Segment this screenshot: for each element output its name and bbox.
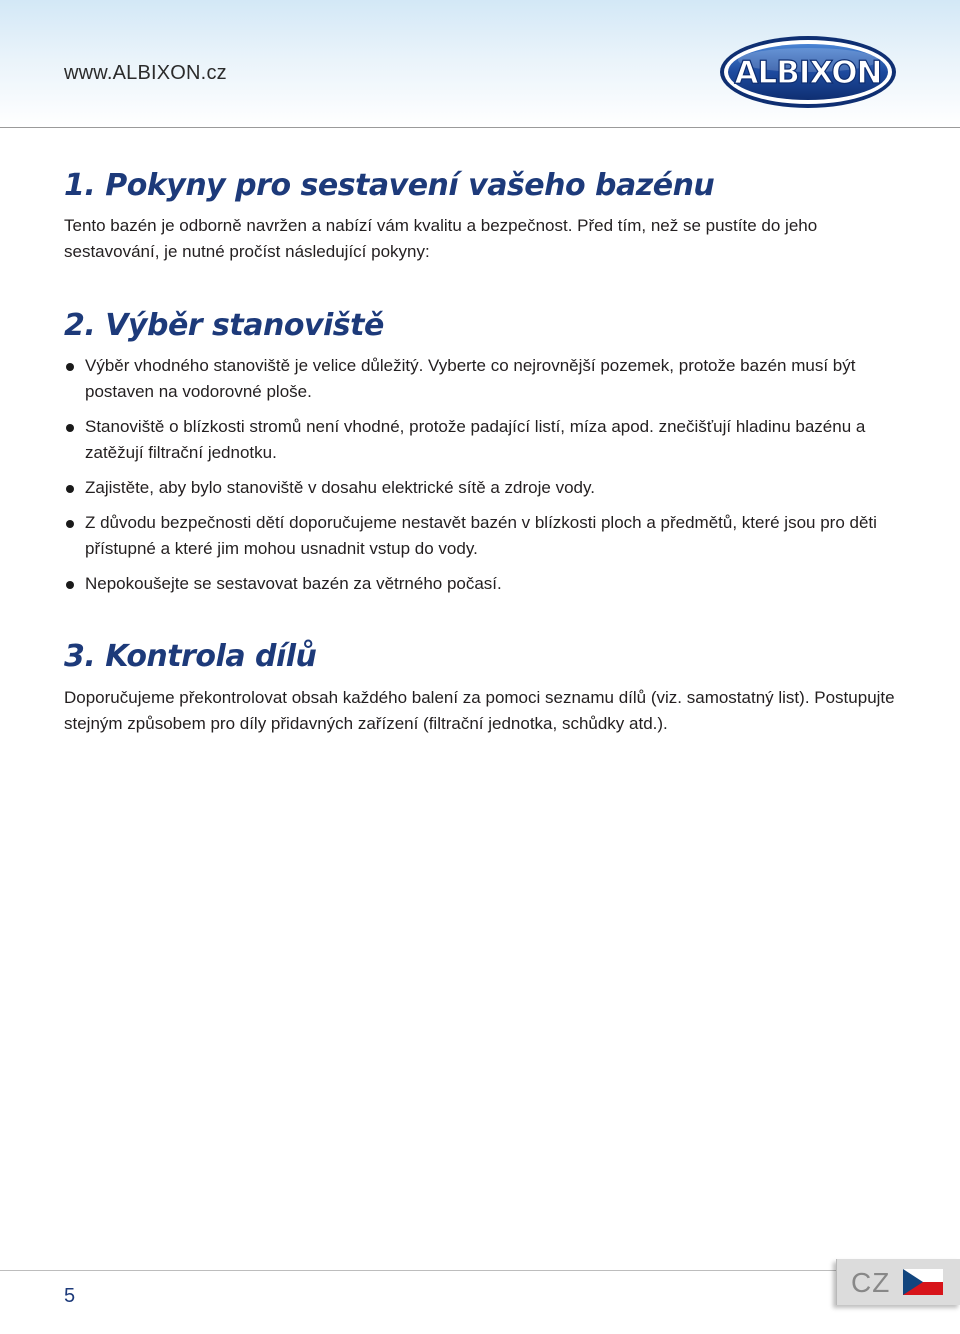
language-badge	[836, 1259, 960, 1305]
logo-text: ALBIXON	[734, 55, 882, 91]
page-header	[0, 0, 960, 128]
site-selection-list	[64, 353, 904, 606]
list-item	[64, 510, 904, 562]
bullet-icon	[66, 485, 74, 493]
list-item-text: Z důvodu bezpečnosti dětí doporučujeme nestavět bazén v blízkosti ploch a předmětů, které jsou pro děti přístupné a které jim mohou usnadnit vstup do vody.	[85, 513, 877, 558]
list-item-text: Nepokoušejte se sestavovat bazén za větrného počasí.	[85, 574, 502, 593]
list-item	[64, 414, 904, 466]
list-item	[64, 353, 904, 405]
czech-flag-icon	[903, 1269, 943, 1300]
language-code: CZ	[851, 1267, 891, 1298]
bullet-icon	[66, 424, 74, 432]
list-item	[64, 475, 904, 501]
list-item-text: Zajistěte, aby bylo stanoviště v dosahu elektrické sítě a zdroje vody.	[85, 478, 595, 497]
albixon-logo	[718, 34, 898, 110]
site-url: www.ALBIXON.cz	[64, 62, 227, 84]
parts-check-paragraph: Doporučujeme překontrolovat obsah každého balení za pomoci seznamu dílů (viz. samostatný list). Postupujte stejným způsobem pro díly přidavných zařízení (filtrační jednotka, schůdky atd.).	[64, 688, 895, 733]
bullet-icon	[66, 520, 74, 528]
list-item	[64, 571, 904, 597]
section-heading-vyber: 2. Výběr stanoviště	[64, 308, 384, 343]
list-item-text: Výběr vhodného stanoviště je velice důležitý. Vyberte co nejrovnější pozemek, protože bazén musí být postaven na vodorovné ploše.	[85, 356, 856, 401]
section-heading-pokyny: 1. Pokyny pro sestavení vašeho bazénu	[64, 168, 715, 203]
bullet-icon	[66, 581, 74, 589]
footer-divider	[0, 1270, 960, 1271]
section-heading-kontrola: 3. Kontrola dílů	[64, 639, 317, 674]
intro-paragraph: Tento bazén je odborně navržen a nabízí vám kvalitu a bezpečnost. Před tím, než se pustíte do jeho sestavování, je nutné pročíst následující pokyny:	[64, 216, 818, 261]
bullet-icon	[66, 363, 74, 371]
page-number: 5	[64, 1285, 76, 1307]
list-item-text: Stanoviště o blízkosti stromů není vhodné, protože padající listí, míza apod. znečišťují hladinu bazénu a zatěžují filtrační jednotku.	[85, 417, 866, 462]
